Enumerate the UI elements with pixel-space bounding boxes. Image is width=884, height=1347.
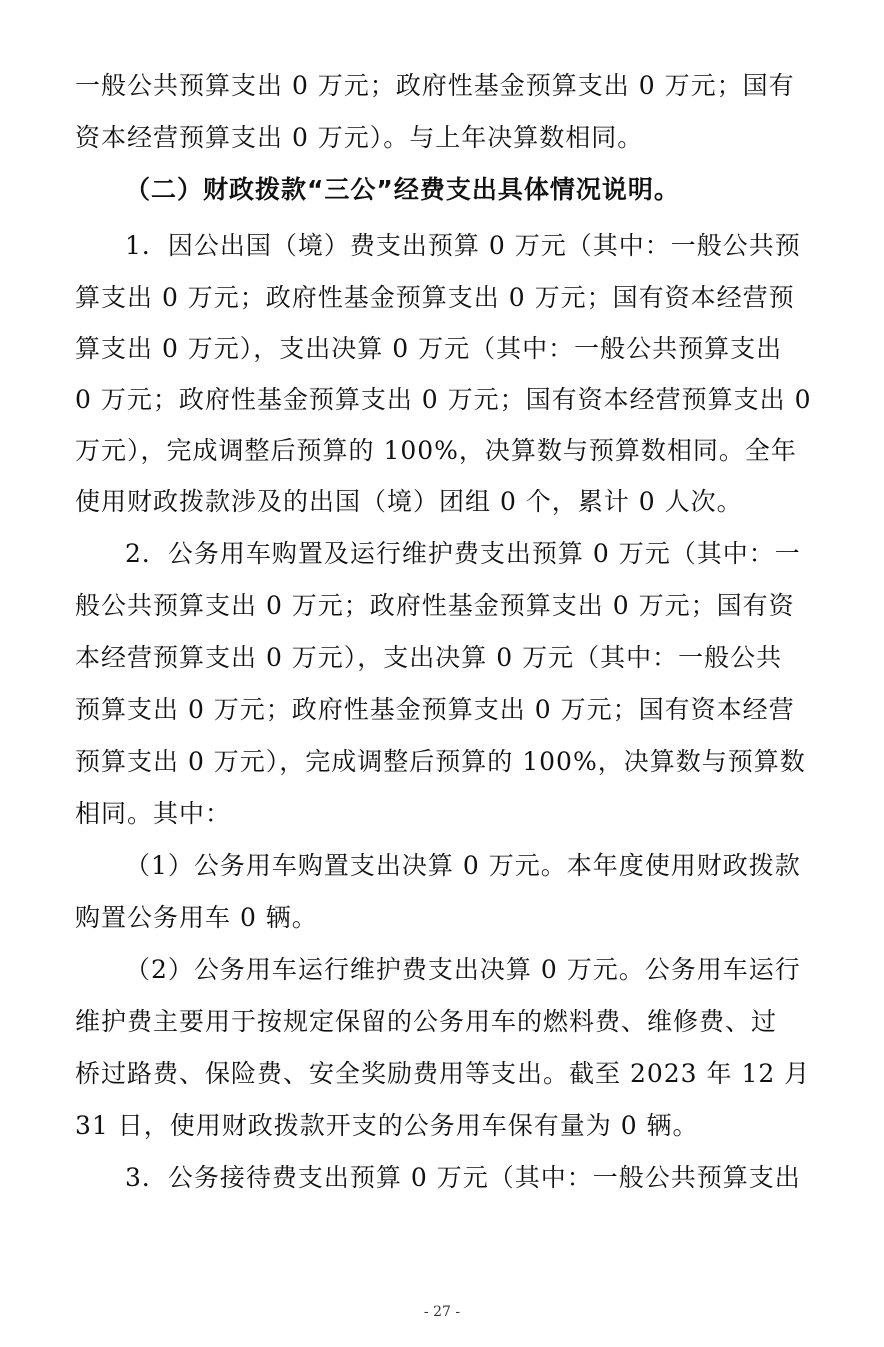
paragraph-line: 本经营预算支出 0 万元），支出决算 0 万元（其中：一般公共 (75, 643, 783, 672)
paragraph-line: 31 日，使用财政拨款开支的公务用车保有量为 0 辆。 (75, 1111, 699, 1140)
paragraph-line: 般公共预算支出 0 万元；政府性基金预算支出 0 万元；国有资 (75, 591, 795, 620)
paragraph-line: 预算支出 0 万元），完成调整后预算的 100%，决算数与预算数 (75, 747, 806, 776)
paragraph-line: （1）公务用车购置支出决算 0 万元。本年度使用财政拨款 (125, 851, 801, 880)
paragraph-line: 算支出 0 万元），支出决算 0 万元（其中：一般公共预算支出 (75, 334, 783, 363)
paragraph-line: （2）公务用车运行维护费支出决算 0 万元。公务用车运行 (125, 955, 801, 984)
paragraph-line: 购置公务用车 0 辆。 (75, 903, 318, 932)
paragraph-line: 3．公务接待费支出预算 0 万元（其中：一般公共预算支出 (125, 1163, 801, 1192)
paragraph-line: 1．因公出国（境）费支出预算 0 万元（其中：一般公共预 (125, 231, 801, 260)
paragraph-line: 算支出 0 万元；政府性基金预算支出 0 万元；国有资本经营预 (75, 283, 795, 312)
paragraph-line: 桥过路费、保险费、安全奖励费用等支出。截至 2023 年 12 月 (75, 1059, 811, 1088)
paragraph-line: 一般公共预算支出 0 万元；政府性基金预算支出 0 万元；国有 (75, 71, 795, 100)
paragraph-line: 0 万元；政府性基金预算支出 0 万元；国有资本经营预算支出 0 (75, 385, 812, 414)
paragraph-line: 使用财政拨款涉及的出国（境）团组 0 个，累计 0 人次。 (75, 487, 743, 516)
paragraph-line: 预算支出 0 万元；政府性基金预算支出 0 万元；国有资本经营 (75, 695, 795, 724)
paragraph-line: 2．公务用车购置及运行维护费支出预算 0 万元（其中：一 (125, 539, 801, 568)
paragraph-line: 资本经营预算支出 0 万元）。与上年决算数相同。 (75, 123, 644, 152)
paragraph-line: 万元），完成调整后预算的 100%，决算数与预算数相同。全年 (75, 436, 797, 465)
paragraph-line: 相同。其中： (75, 799, 232, 828)
section-heading: （二）财政拨款“三公”经费支出具体情况说明。 (125, 175, 680, 204)
paragraph-line: 维护费主要用于按规定保留的公务用车的燃料费、维修费、过 (75, 1007, 778, 1036)
page-number: - 27 - (423, 1304, 461, 1320)
